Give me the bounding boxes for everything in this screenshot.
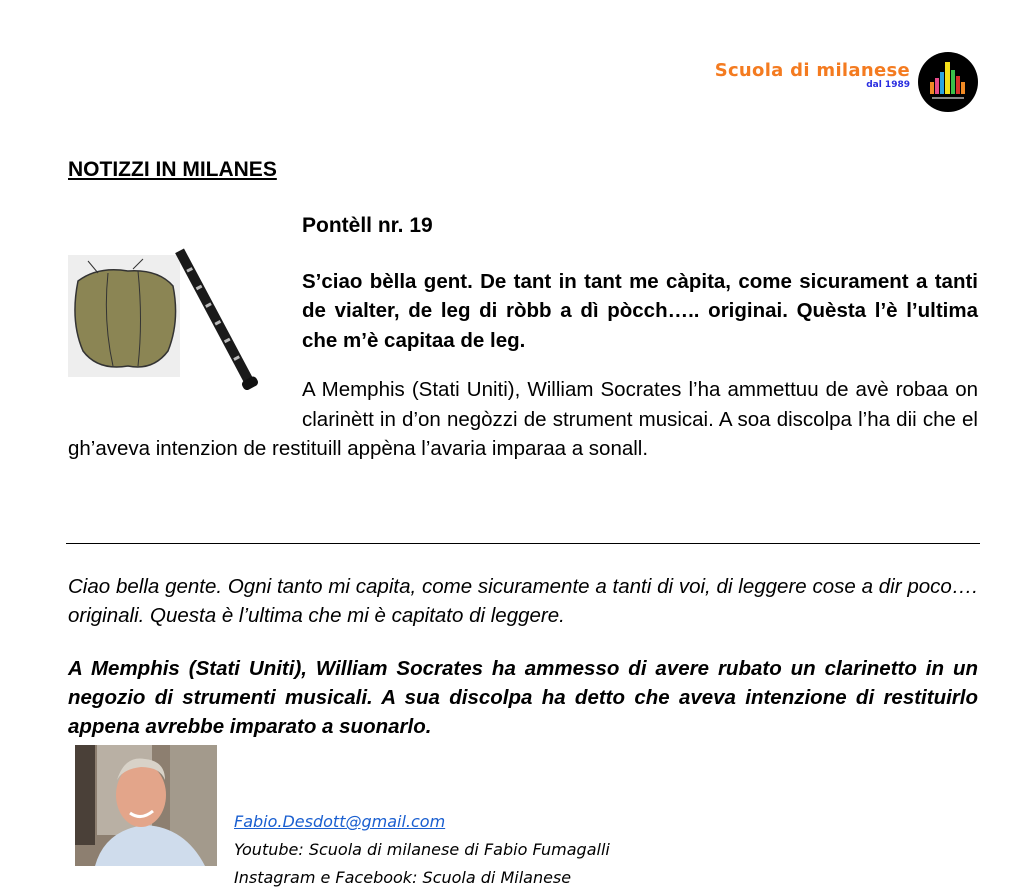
article-body: A Memphis (Stati Uniti), William Socrates l’ha ammettuu de avè robaa on clarinètt in d’on negòzzi de strument musicai. A soa discolpa l’ha dii che el gh’aveva intenzion de restituill appèna l’avaria imparaa a sonall. [68, 378, 978, 460]
footer-contact [234, 808, 610, 892]
illustration [68, 211, 302, 421]
divider [66, 543, 980, 544]
logo-text [715, 60, 910, 90]
raised-hands-icon [918, 52, 978, 112]
bagpipe-clarinet-illustration [68, 211, 302, 421]
translation [68, 572, 978, 741]
logo-title: Scuola di milanese [714, 60, 910, 81]
youtube-info: Youtube: Scuola di milanese di Fabio Fumagalli [234, 840, 610, 859]
email-link[interactable]: Fabio.Desdott@gmail.com [234, 812, 446, 831]
social-info: Instagram e Facebook: Scuola di Milanese [234, 868, 572, 887]
article-number: Pontèll nr. 19 [302, 214, 433, 237]
translation-body: A Memphis (Stati Uniti), William Socrates ha ammesso di avere rubato un clarinetto in un negozio di strumenti musicali. A sua discolpa ha detto che aveva intenzione di restituirlo appena avrebbe imparato a suonarlo. [68, 657, 978, 738]
author-portrait [75, 745, 217, 866]
article [68, 211, 978, 464]
article-lead: S’ciao bèlla gent. De tant in tant me càpita, come sicurament a tanti de vialter, de leg di ròbb a dì pòcch….. originai. Quèsta l’è l’ultima che m’è capitaa de leg. [302, 269, 978, 352]
section-heading: NOTIZZI IN MILANES [68, 158, 277, 181]
author-photo [75, 745, 217, 866]
logo-badge [918, 52, 978, 112]
translation-intro: Ciao bella gente. Ogni tanto mi capita, come sicuramente a tanti di voi, di leggere cose a dir poco…. originali. Questa è l’ultima che mi è capitato di leggere. [68, 575, 978, 627]
logo-subtitle: dal 1989 [866, 80, 910, 90]
